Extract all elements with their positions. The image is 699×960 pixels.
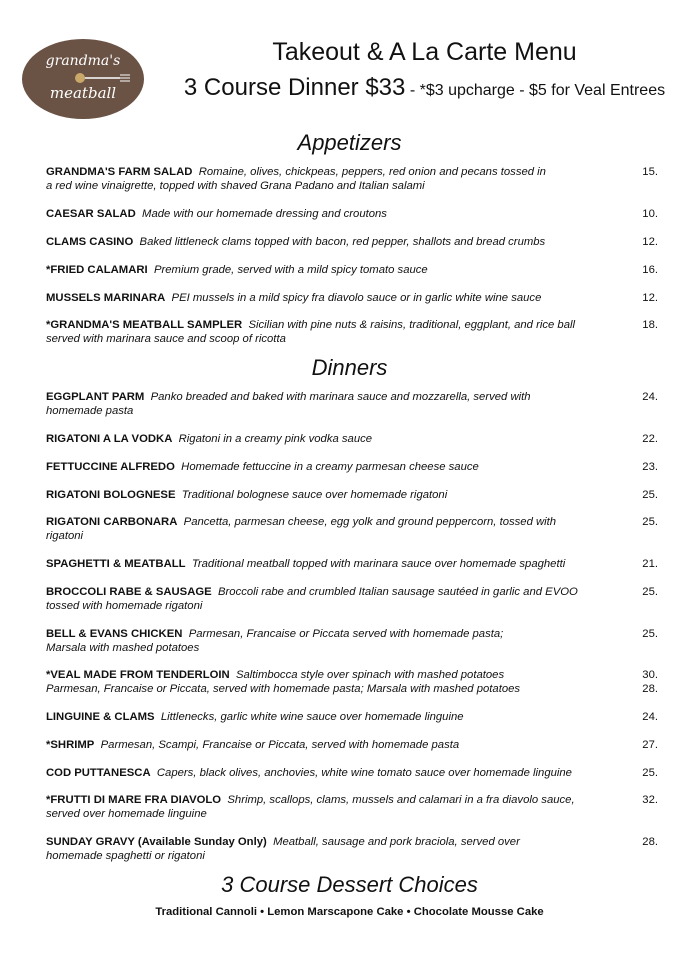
menu-item-description-line-2: homemade pasta bbox=[46, 405, 134, 417]
menu-item-description: Saltimbocca style over spinach with mashed potatoes bbox=[235, 669, 505, 681]
menu-item-name: RIGATONI BOLOGNESE bbox=[46, 489, 176, 501]
menu-item bbox=[46, 766, 626, 780]
dessert-choices: Traditional Cannoli • Lemon Marscapone Cake • Chocolate Mousse Cake bbox=[155, 906, 544, 918]
menu-item-price: 12. bbox=[642, 236, 658, 248]
menu-item-price: 25. bbox=[642, 489, 658, 501]
dessert-item: Chocolate Mousse Cake bbox=[413, 906, 544, 918]
menu-item-description: Meatball, sausage and pork braciola, served over bbox=[273, 836, 520, 848]
menu-item bbox=[46, 235, 626, 249]
upcharge-note: - *$3 upcharge - $5 for Veal Entrees bbox=[409, 82, 666, 99]
dinner-offer-price: 3 Course Dinner $33 bbox=[183, 74, 406, 101]
dessert-item: Traditional Cannoli bbox=[155, 906, 257, 918]
fork-icon bbox=[72, 71, 132, 85]
menu-item-description: Sicilian with pine nuts & raisins, traditional, eggplant, and rice ball bbox=[248, 319, 576, 331]
menu-item-name: COD PUTTANESCA bbox=[46, 767, 151, 779]
menu-item-price: 16. bbox=[642, 264, 658, 276]
menu-item-name: *GRANDMA'S MEATBALL SAMPLER bbox=[46, 319, 243, 331]
menu-item-description-line-2: Parmesan, Francaise or Piccata, served with homemade pasta; Marsala with mashed potatoes bbox=[46, 683, 521, 695]
menu-item bbox=[46, 627, 626, 655]
menu-item-description: Parmesan, Francaise or Piccata served with homemade pasta; bbox=[188, 628, 504, 640]
menu-item bbox=[46, 793, 626, 821]
menu-item-name: CLAMS CASINO bbox=[46, 236, 134, 248]
appetizers-heading: Appetizers bbox=[297, 130, 402, 155]
menu-item bbox=[46, 585, 626, 613]
menu-title: Takeout & A La Carte Menu bbox=[272, 38, 577, 66]
menu-item bbox=[46, 710, 626, 724]
menu-item-description-line-2: served over homemade linguine bbox=[46, 808, 207, 820]
menu-item-description-line-2: served with marinara sauce and scoop of ricotta bbox=[46, 333, 286, 345]
menu-item-description-line-2: Marsala with mashed potatoes bbox=[46, 642, 200, 654]
menu-item-price: 12. bbox=[642, 292, 658, 304]
menu-item-price: 23. bbox=[642, 461, 658, 473]
menu-item-name: *FRUTTI DI MARE FRA DIAVOLO bbox=[46, 794, 222, 806]
menu-item-description: Littlenecks, garlic white wine sauce over homemade linguine bbox=[160, 711, 464, 723]
menu-item-price: 15. bbox=[642, 166, 658, 178]
menu-item-price: 25. bbox=[642, 516, 658, 528]
menu-item-price: 24. bbox=[642, 711, 658, 723]
menu-item-price: 25. bbox=[642, 628, 658, 640]
menu-item-description: Broccoli rabe and crumbled Italian sausage sautéed in garlic and EVOO bbox=[217, 586, 578, 598]
menu-item-price: 24. bbox=[642, 391, 658, 403]
menu-item-description: Premium grade, served with a mild spicy tomato sauce bbox=[153, 264, 428, 276]
menu-item bbox=[46, 291, 626, 305]
menu-item-price: 25. bbox=[642, 586, 658, 598]
menu-item-name: *VEAL MADE FROM TENDERLOIN bbox=[46, 669, 230, 681]
dinner-offer bbox=[150, 74, 699, 102]
menu-item bbox=[46, 738, 626, 752]
menu-item-name: MUSSELS MARINARA bbox=[46, 292, 166, 304]
menu-item bbox=[46, 668, 626, 696]
menu-item-name: RIGATONI A LA VODKA bbox=[46, 433, 173, 445]
menu-item bbox=[46, 390, 626, 418]
menu-item-description: Shrimp, scallops, clams, mussels and calamari in a fra diavolo sauce, bbox=[227, 794, 575, 806]
menu-item-price-alt: 28. bbox=[642, 683, 658, 695]
menu-item bbox=[46, 318, 626, 346]
menu-item-description: Traditional meatball topped with marinara sauce over homemade spaghetti bbox=[191, 558, 566, 570]
menu-item-description: Rigatoni in a creamy pink vodka sauce bbox=[178, 433, 373, 445]
menu-item-name: *FRIED CALAMARI bbox=[46, 264, 148, 276]
menu-item-name: SUNDAY GRAVY (Available Sunday Only) bbox=[46, 836, 267, 848]
menu-item-price: 25. bbox=[642, 767, 658, 779]
menu-item-description-line-2: tossed with homemade rigatoni bbox=[46, 600, 203, 612]
menu-item-description-line-2: homemade spaghetti or rigatoni bbox=[46, 850, 205, 862]
menu-item-description: Baked littleneck clams topped with bacon, red pepper, shallots and bread crumbs bbox=[139, 236, 546, 248]
menu-item bbox=[46, 263, 626, 277]
menu-item-price: 18. bbox=[642, 319, 658, 331]
menu-item-price: 30. bbox=[642, 669, 658, 681]
menu-item-name: *SHRIMP bbox=[46, 739, 95, 751]
menu-item-description: Pancetta, parmesan cheese, egg yolk and ground peppercorn, tossed with bbox=[183, 516, 557, 528]
menu-item-description-line-2: a red wine vinaigrette, topped with shaved Grana Padano and Italian salami bbox=[46, 180, 425, 192]
menu-item bbox=[46, 165, 626, 193]
menu-item-name: BROCCOLI RABE & SAUSAGE bbox=[46, 586, 212, 598]
menu-item bbox=[46, 432, 626, 446]
dinners-heading: Dinners bbox=[311, 355, 388, 380]
menu-item-price: 21. bbox=[642, 558, 658, 570]
menu-item-name: BELL & EVANS CHICKEN bbox=[46, 628, 183, 640]
menu-item bbox=[46, 835, 626, 863]
menu-item-name: RIGATONI CARBONARA bbox=[46, 516, 178, 528]
menu-item-name: GRANDMA'S FARM SALAD bbox=[46, 166, 193, 178]
menu-item-name: LINGUINE & CLAMS bbox=[46, 711, 155, 723]
menu-item-price: 10. bbox=[642, 208, 658, 220]
menu-item-name: SPAGHETTI & MEATBALL bbox=[46, 558, 186, 570]
restaurant-logo bbox=[22, 39, 144, 119]
dessert-item: Lemon Marscapone Cake bbox=[267, 906, 404, 918]
menu-item bbox=[46, 207, 626, 221]
menu-item bbox=[46, 515, 626, 543]
menu-item-name: EGGPLANT PARM bbox=[46, 391, 145, 403]
logo-line-1: grandma's bbox=[45, 53, 121, 69]
menu-item-price: 27. bbox=[642, 739, 658, 751]
menu-item-description: PEI mussels in a mild spicy fra diavolo sauce or in garlic white wine sauce bbox=[171, 292, 542, 304]
menu-item-price: 32. bbox=[642, 794, 658, 806]
logo-line-2: meatball bbox=[49, 84, 117, 102]
menu-item-description: Capers, black olives, anchovies, white wine tomato sauce over homemade linguine bbox=[156, 767, 572, 779]
menu-item-description-line-2: rigatoni bbox=[46, 530, 84, 542]
menu-item-price: 28. bbox=[642, 836, 658, 848]
menu-item-name: CAESAR SALAD bbox=[46, 208, 136, 220]
menu-item bbox=[46, 460, 626, 474]
menu-item-description: Homemade fettuccine in a creamy parmesan cheese sauce bbox=[181, 461, 479, 473]
menu-item-description: Parmesan, Scampi, Francaise or Piccata, served with homemade pasta bbox=[100, 739, 460, 751]
menu-item-description: Made with our homemade dressing and croutons bbox=[142, 208, 387, 220]
menu-item bbox=[46, 557, 626, 571]
menu-item-description: Panko breaded and baked with marinara sauce and mozzarella, served with bbox=[150, 391, 531, 403]
menu-item-name: FETTUCCINE ALFREDO bbox=[46, 461, 175, 473]
menu-item-description: Romaine, olives, chickpeas, peppers, red onion and pecans tossed in bbox=[198, 166, 546, 178]
desserts-heading: 3 Course Dessert Choices bbox=[221, 872, 478, 897]
menu-item-price: 22. bbox=[642, 433, 658, 445]
menu-item-description: Traditional bolognese sauce over homemade rigatoni bbox=[181, 489, 448, 501]
menu-item bbox=[46, 488, 626, 502]
